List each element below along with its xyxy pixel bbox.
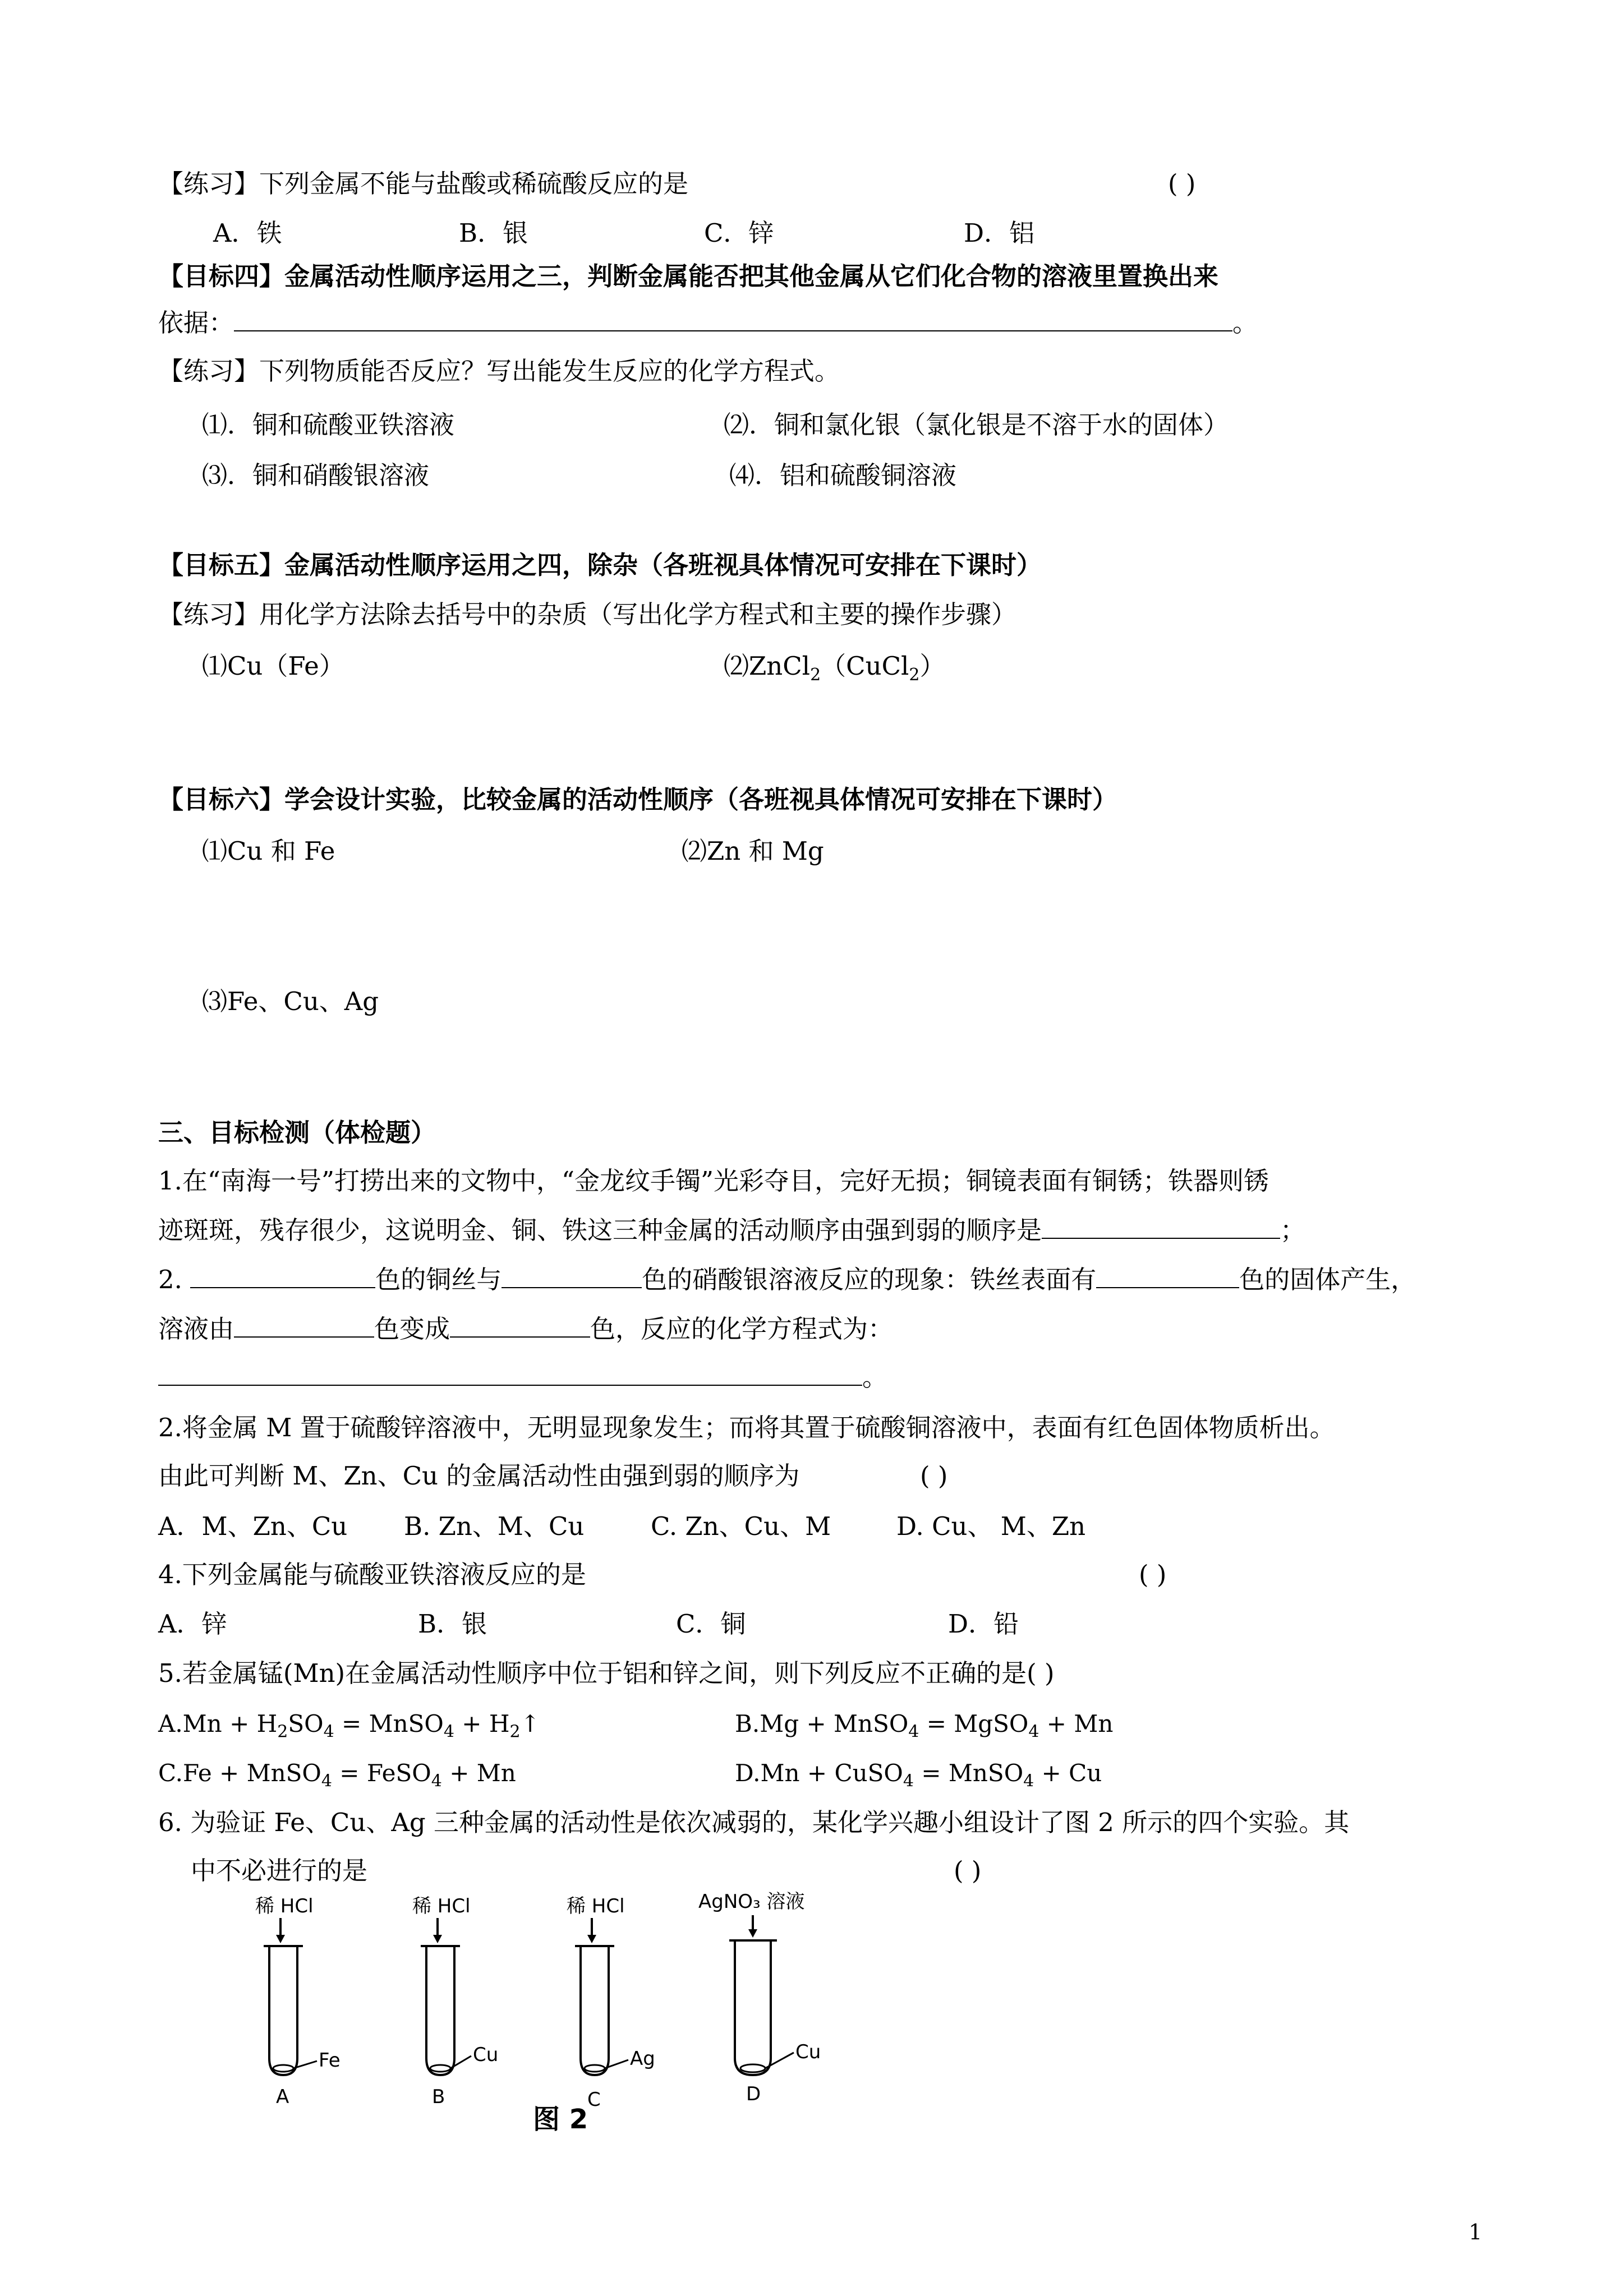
q2-blank-3 bbox=[1096, 1265, 1239, 1288]
q4-option-d: D．铅 bbox=[948, 1609, 1019, 1639]
q4-answer-paren: ( ) bbox=[1139, 1560, 1167, 1589]
q3-option-c: C. Zn、Cu、M bbox=[651, 1511, 831, 1541]
tube-d-metal: Cu bbox=[795, 2041, 821, 2063]
q4-question: 4.下列金属能与硫酸亚铁溶液反应的是 bbox=[158, 1560, 586, 1589]
q5-question: 5.若金属锰(Mn)在金属活动性顺序中位于铝和锌之间，则下列反应不正确的是( ) bbox=[158, 1658, 1055, 1688]
tube-d-reagent: AgNO₃ 溶液 bbox=[698, 1891, 805, 1913]
q1-blank bbox=[1042, 1215, 1280, 1239]
q4-option-b: B．银 bbox=[418, 1609, 487, 1639]
tube-c-label: C bbox=[587, 2088, 601, 2111]
option-b: B．银 bbox=[459, 218, 528, 248]
goal4-title: 【目标四】金属活动性顺序运用之三，判断金属能否把其他金属从它们化合物的溶液里置换出来 bbox=[158, 261, 1219, 291]
practice1-question: 【练习】下列金属不能与盐酸或稀硫酸反应的是 bbox=[158, 169, 689, 199]
goal4-basis: 依据： 。 bbox=[158, 308, 1258, 338]
q6-answer-paren: ( ) bbox=[954, 1856, 982, 1885]
q2-line1: 2. 色的铜丝与 色的硝酸银溶液反应的现象：铁丝表面有 色的固体产生， bbox=[158, 1265, 1416, 1294]
q2-equation-blank bbox=[158, 1362, 862, 1386]
q5-option-b: B.Mg + MnSO$_4$ = MgSO$_4$ + Mn bbox=[735, 1710, 1114, 1742]
q3-line1: 2.将金属 M 置于硫酸锌溶液中，无明显现象发生；而将其置于硫酸铜溶液中，表面有红色固体物质析出。 bbox=[158, 1413, 1335, 1442]
goal4-item-2: ⑵．铜和氯化银（氯化银是不溶于水的固体） bbox=[724, 410, 1229, 440]
q3-option-d: D. Cu、 M、Zn bbox=[896, 1511, 1086, 1541]
q3-option-b: B. Zn、M、Cu bbox=[404, 1511, 585, 1541]
option-c: C．锌 bbox=[704, 218, 774, 248]
tube-a-label: A bbox=[276, 2086, 289, 2108]
q1-line2: 迹斑斑，残存很少，这说明金、铜、铁这三种金属的活动顺序由强到弱的顺序是 ； bbox=[158, 1215, 1306, 1245]
goal4-item-4: ⑷．铝和硫酸铜溶液 bbox=[729, 460, 957, 490]
goal6-item-1: ⑴Cu 和 Fe bbox=[202, 836, 335, 866]
q2-blank-2 bbox=[502, 1265, 642, 1288]
q4-option-c: C．铜 bbox=[676, 1609, 746, 1639]
option-a: A．铁 bbox=[213, 218, 282, 248]
tube-d-label: D bbox=[746, 2083, 761, 2105]
tube-b-reagent: 稀 HCl bbox=[412, 1895, 471, 1917]
practice1-answer-paren: ( ) bbox=[1168, 169, 1196, 199]
goal6-item-2: ⑵Zn 和 Mg bbox=[682, 836, 824, 866]
tube-b-label: B bbox=[432, 2086, 445, 2108]
q2-blank-1 bbox=[190, 1265, 375, 1288]
test-tube-figure bbox=[241, 1890, 970, 2137]
goal5-item-2: ⑵ZnCl$_2$（CuCl$_2$） bbox=[724, 651, 945, 685]
page-number: 1 bbox=[1469, 2220, 1483, 2244]
goal4-item-3: ⑶．铜和硝酸银溶液 bbox=[202, 460, 430, 490]
tube-c-metal: Ag bbox=[630, 2048, 655, 2070]
q3-answer-paren: ( ) bbox=[920, 1461, 948, 1491]
tube-c bbox=[567, 1895, 655, 2111]
option-d: D．铝 bbox=[964, 218, 1035, 248]
tube-a bbox=[255, 1895, 341, 2108]
goal5-item-1: ⑴Cu（Fe） bbox=[202, 651, 344, 681]
goal4-practice: 【练习】下列物质能否反应？写出能发生反应的化学方程式。 bbox=[158, 356, 840, 386]
q5-option-d: D.Mn + CuSO$_4$ = MnSO$_4$ + Cu bbox=[735, 1759, 1102, 1791]
basis-blank bbox=[234, 308, 1232, 331]
q5-option-c: C.Fe + MnSO$_4$ = FeSO$_4$ + Mn bbox=[158, 1759, 516, 1791]
goal5-title: 【目标五】金属活动性顺序运用之四，除杂（各班视具体情况可安排在下课时） bbox=[158, 550, 1042, 580]
tube-a-reagent: 稀 HCl bbox=[255, 1895, 314, 1917]
q1-line1: 1.在“南海一号”打捞出来的文物中，“金龙纹手镯”光彩夺目，完好无损；铜镜表面有铜锈；铁器则锈 bbox=[158, 1166, 1269, 1196]
tube-b bbox=[412, 1895, 498, 2108]
q2-blank-5 bbox=[450, 1314, 590, 1338]
q6-line2: 中不必进行的是 bbox=[191, 1856, 368, 1885]
tube-a-metal: Fe bbox=[319, 2049, 341, 2072]
q2-line2: 溶液由 色变成 色，反应的化学方程式为： bbox=[158, 1314, 894, 1344]
goal6-title: 【目标六】学会设计实验，比较金属的活动性顺序（各班视具体情况可安排在下课时） bbox=[158, 785, 1118, 814]
q3-option-a: A．M、Zn、Cu bbox=[158, 1511, 348, 1541]
goal5-practice: 【练习】用化学方法除去括号中的杂质（写出化学方程式和主要的操作步骤） bbox=[158, 600, 1017, 629]
tube-b-metal: Cu bbox=[473, 2044, 499, 2066]
q6-line1: 6. 为验证 Fe、Cu、Ag 三种金属的活动性是依次减弱的，某化学兴趣小组设计了图 2 所示的四个实验。其 bbox=[158, 1808, 1350, 1837]
q4-option-a: A．锌 bbox=[158, 1609, 227, 1639]
section3-title: 三、目标检测（体检题） bbox=[158, 1118, 436, 1147]
q5-option-a: $A.Mn + H_2SO_4$ = MnSO$_4$ + $H_2↑$ bbox=[158, 1710, 540, 1742]
q3-line2: 由此可判断 M、Zn、Cu 的金属活动性由强到弱的顺序为 bbox=[158, 1461, 800, 1491]
q2-line3: 。 bbox=[158, 1362, 887, 1393]
tube-c-reagent: 稀 HCl bbox=[567, 1895, 625, 1917]
figure-caption: 图 2 bbox=[533, 2104, 588, 2135]
tube-d bbox=[698, 1891, 821, 2105]
goal6-item-3: ⑶Fe、Cu、Ag bbox=[202, 986, 379, 1016]
q2-blank-4 bbox=[234, 1314, 374, 1338]
goal4-item-1: ⑴．铜和硫酸亚铁溶液 bbox=[202, 410, 455, 440]
